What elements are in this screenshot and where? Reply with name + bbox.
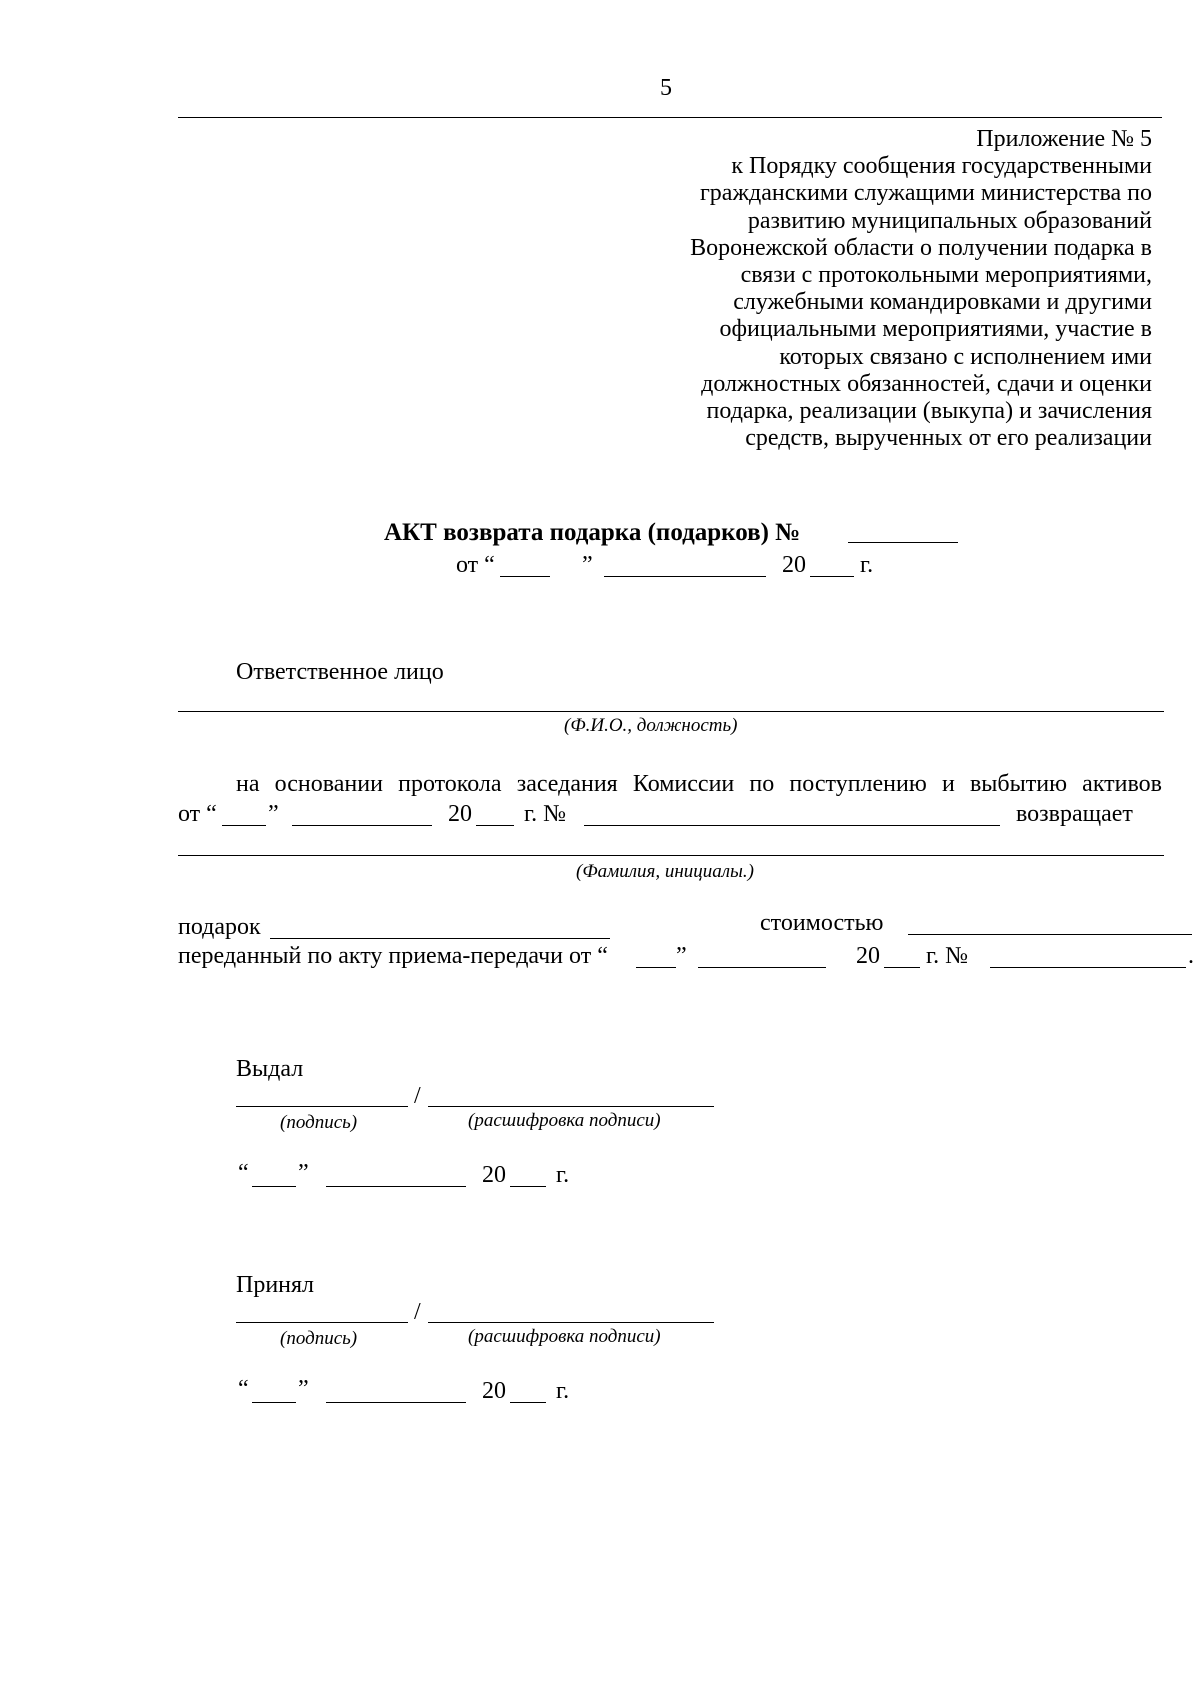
appendix-line: развитию муниципальных образований [747,207,1152,234]
accepted-year-field[interactable] [510,1402,546,1403]
act-quote-close: ” [582,552,593,578]
gift-label: подарок [178,914,261,940]
accepted-decode-field[interactable] [428,1322,714,1323]
issued-quote-open: “ [238,1160,249,1186]
act-day-field[interactable] [500,576,550,577]
gift-day-field[interactable] [636,967,676,968]
gift-quote-close: ” [676,943,687,969]
basis-day-field[interactable] [222,825,266,826]
accepted-slash: / [414,1299,421,1325]
act-number-field[interactable] [848,542,958,543]
issued-year-suffix: г. [556,1162,570,1188]
accepted-quote-close: ” [298,1376,309,1402]
gift-cost-label: стоимостью [760,910,884,936]
gift-end-dot: . [1188,943,1194,969]
act-title: АКТ возврата подарка (подарков) № [384,519,801,546]
act-year-field[interactable] [810,576,854,577]
gift-transferred-text: переданный по акту приема-передачи от “ [178,943,608,969]
basis-number-field[interactable] [584,825,1000,826]
accepted-label: Принял [236,1272,315,1298]
issued-sign-caption: (подпись) [280,1112,358,1133]
page-number: 5 [660,75,672,101]
returner-name-field[interactable] [178,855,1164,856]
issued-quote-close: ” [298,1160,309,1186]
returner-caption: (Фамилия, инициалы.) [576,861,755,882]
act-month-field[interactable] [604,576,766,577]
basis-quote-close: ” [268,801,279,827]
appendix-line: подарка, реализации (выкупа) и зачисления [706,398,1152,425]
basis-number-label: г. № [524,801,567,827]
accepted-decode-caption: (расшифровка подписи) [468,1326,661,1347]
gift-number-field[interactable] [990,967,1186,968]
issued-year-prefix: 20 [482,1162,506,1188]
accepted-sign-caption: (подпись) [280,1328,358,1349]
header-rule [178,117,1162,118]
gift-year-prefix: 20 [856,943,880,969]
appendix-line: к Порядку сообщения государственными [731,153,1152,180]
basis-month-field[interactable] [292,825,432,826]
appendix-block [632,126,1152,452]
gift-month-field[interactable] [698,967,826,968]
issued-label: Выдал [236,1056,304,1082]
accepted-year-prefix: 20 [482,1378,506,1404]
issued-signature-field[interactable] [236,1106,408,1107]
issued-year-field[interactable] [510,1186,546,1187]
appendix-line: средств, вырученных от его реализации [745,425,1152,452]
gift-name-field[interactable] [270,938,610,939]
act-date-from: от “ [456,552,495,578]
accepted-quote-open: “ [238,1376,249,1402]
issued-slash: / [414,1083,421,1109]
appendix-line: официальными мероприятиями, участие в [719,316,1152,343]
gift-cost-field[interactable] [908,934,1192,935]
responsible-caption: (Ф.И.О., должность) [564,715,738,736]
accepted-day-field[interactable] [252,1402,296,1403]
appendix-line: гражданскими служащими министерства по [699,180,1152,207]
basis-returns: возвращает [1016,801,1133,827]
responsible-label: Ответственное лицо [236,659,444,685]
issued-month-field[interactable] [326,1186,466,1187]
act-year-prefix: 20 [782,552,806,578]
appendix-line: Воронежской области о получении подарка в [690,234,1152,261]
accepted-month-field[interactable] [326,1402,466,1403]
responsible-field[interactable] [178,711,1164,712]
act-year-suffix: г. [860,552,874,578]
accepted-year-suffix: г. [556,1378,570,1404]
issued-decode-caption: (расшифровка подписи) [468,1110,661,1131]
appendix-line: должностных обязанностей, сдачи и оценки [701,370,1152,397]
appendix-line: связи с протокольными мероприятиями, [740,262,1152,289]
basis-text: на основании протокола заседания Комиссии по поступлению и выбытию активов [236,771,1162,797]
appendix-line: Приложение № 5 [976,126,1152,152]
gift-year-field[interactable] [884,967,920,968]
accepted-signature-field[interactable] [236,1322,408,1323]
basis-from: от “ [178,801,217,827]
issued-decode-field[interactable] [428,1106,714,1107]
appendix-line: которых связано с исполнением ими [779,343,1152,370]
gift-number-label: г. № [926,943,969,969]
basis-year-prefix: 20 [448,801,472,827]
basis-year-field[interactable] [476,825,514,826]
issued-day-field[interactable] [252,1186,296,1187]
appendix-line: служебными командировками и другими [733,289,1152,316]
